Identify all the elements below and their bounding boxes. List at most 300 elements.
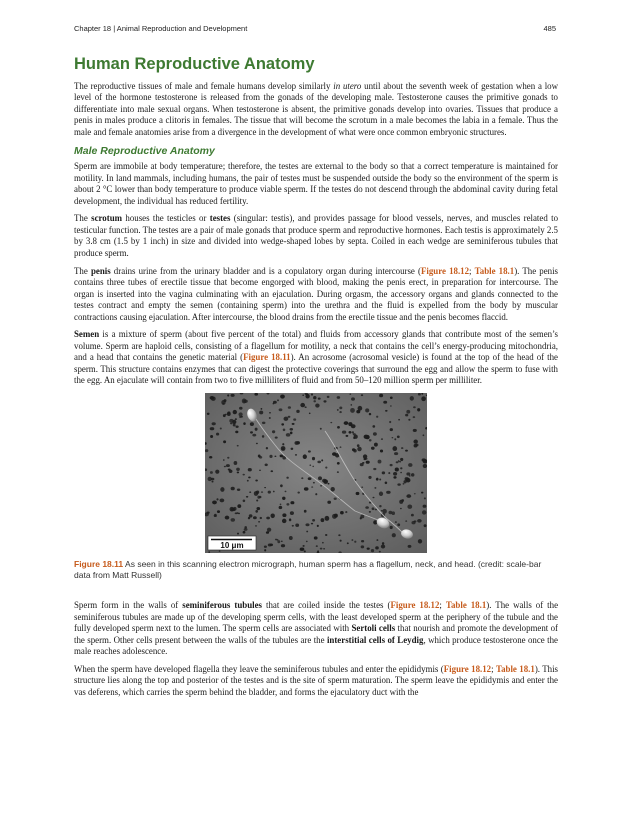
pore xyxy=(312,519,315,522)
pore xyxy=(273,401,277,404)
term-scrotum: scrotum xyxy=(91,213,123,224)
pore xyxy=(340,511,344,514)
pore xyxy=(397,483,400,485)
pore xyxy=(340,446,342,447)
pore xyxy=(308,477,312,480)
pore xyxy=(290,511,294,515)
pore xyxy=(312,466,314,468)
pore xyxy=(293,418,296,420)
epididymis-paragraph xyxy=(74,664,558,699)
pore xyxy=(296,441,300,444)
pore xyxy=(212,500,217,504)
table-18-1-link[interactable]: Table 18.1 xyxy=(495,663,535,674)
pore xyxy=(277,399,279,401)
pore xyxy=(371,549,374,552)
pore xyxy=(295,454,297,456)
pore xyxy=(422,510,427,514)
pore xyxy=(321,459,323,461)
table-18-1-link[interactable]: Table 18.1 xyxy=(445,599,487,610)
pore xyxy=(220,428,222,430)
pore xyxy=(271,470,274,472)
pore xyxy=(303,545,305,547)
pore xyxy=(397,435,400,438)
pore xyxy=(306,541,308,543)
pore xyxy=(262,422,266,424)
pore xyxy=(411,473,414,477)
pore xyxy=(291,448,294,450)
pore xyxy=(227,457,229,459)
pore xyxy=(255,510,258,513)
pore xyxy=(258,521,260,523)
pore xyxy=(223,459,225,461)
figure-18-12-link[interactable]: Figure 18.12 xyxy=(420,265,470,276)
pore xyxy=(361,540,364,542)
pore xyxy=(350,404,352,406)
pore xyxy=(392,446,397,451)
pore xyxy=(264,549,266,551)
pore xyxy=(236,468,240,471)
pore xyxy=(362,462,364,464)
pore xyxy=(237,489,240,491)
pore xyxy=(325,534,327,536)
pore xyxy=(372,425,375,428)
pore xyxy=(250,422,254,426)
pore xyxy=(339,406,342,409)
figure-18-11 xyxy=(74,393,558,582)
pore xyxy=(365,506,369,509)
pore xyxy=(255,428,258,431)
pore xyxy=(406,494,411,498)
pore xyxy=(297,492,299,494)
pore xyxy=(374,443,378,447)
pore xyxy=(385,481,388,484)
pore xyxy=(393,472,397,476)
pore xyxy=(300,403,305,407)
pore xyxy=(340,540,342,542)
pore xyxy=(286,433,291,437)
pore xyxy=(210,435,213,438)
term-semen: Semen xyxy=(74,329,100,340)
pore xyxy=(243,400,247,403)
pore xyxy=(366,461,370,464)
pore xyxy=(313,482,315,484)
pore xyxy=(417,519,422,523)
pore xyxy=(231,518,235,522)
pore xyxy=(320,485,322,487)
pore xyxy=(212,481,214,483)
pore xyxy=(288,416,291,418)
pore xyxy=(367,547,370,549)
pore xyxy=(381,544,385,548)
pore xyxy=(280,503,282,505)
pore xyxy=(220,487,224,492)
pore xyxy=(365,408,369,412)
pore xyxy=(255,479,258,481)
pore xyxy=(244,528,248,531)
pore xyxy=(225,516,230,520)
term-penis: penis xyxy=(90,265,111,276)
pore xyxy=(390,405,392,406)
pore xyxy=(246,496,248,498)
pore xyxy=(390,464,393,466)
pore xyxy=(368,476,371,479)
pore xyxy=(315,404,319,408)
intro-text-1: The reproductive tissues of male and female humans develop similarly xyxy=(74,80,334,91)
pore xyxy=(231,394,235,397)
pore xyxy=(421,492,423,494)
pore xyxy=(212,422,216,425)
pore xyxy=(248,476,251,478)
text: When the sperm have developed flagella they leave the seminiferous tubules and enter the epididymis ( xyxy=(74,663,444,674)
pore xyxy=(317,525,319,527)
pore xyxy=(312,457,315,460)
pore xyxy=(376,416,378,418)
term-leydig-cells: interstitial cells of Leydig xyxy=(326,634,424,645)
pore xyxy=(306,531,308,533)
pore xyxy=(394,438,396,440)
pore xyxy=(337,426,340,429)
pore xyxy=(405,450,408,452)
pore xyxy=(321,518,325,522)
pore xyxy=(413,406,416,408)
pore xyxy=(238,412,242,416)
pore xyxy=(281,544,285,547)
separator: ; xyxy=(491,663,496,674)
pore xyxy=(205,449,208,452)
pore xyxy=(276,539,278,541)
pore xyxy=(327,501,331,504)
page-header xyxy=(74,24,556,38)
pore xyxy=(327,396,330,398)
pore xyxy=(369,413,371,415)
pore xyxy=(400,508,402,510)
pore xyxy=(351,397,355,400)
pore xyxy=(269,455,272,458)
pore xyxy=(223,440,226,443)
pore xyxy=(351,539,353,541)
text: Sperm form in the walls of xyxy=(74,599,183,610)
pore xyxy=(372,497,374,499)
pore xyxy=(229,419,233,423)
pore xyxy=(390,526,393,529)
page-content xyxy=(74,55,558,704)
pore xyxy=(214,514,217,516)
pore xyxy=(382,509,387,514)
pore xyxy=(369,511,371,513)
scale-bar-label: 10 μm xyxy=(220,540,244,550)
pore xyxy=(394,452,398,455)
pore xyxy=(259,411,263,415)
text: that nourish and promote the development of the sperm. Other cells present between the walls of the tubules are the xyxy=(74,623,558,645)
pore xyxy=(400,472,402,474)
pore xyxy=(408,419,410,421)
pore xyxy=(400,458,403,461)
pore xyxy=(376,478,379,480)
figure-18-12-link[interactable]: Figure 18.12 xyxy=(390,599,440,610)
text: (singular: testis), and provides passage for blood vessels, nerves, and muscles related to testicular function. The testes are a pair of male gonads that produce sperm and reproductive hormones. Each testis is approximately 2.5 by 3.8 cm (1.5 by 1 inch) in size and divided into wedge-shaped lobes by septa. Coiled in each wedge are seminiferous tubules that produce sperm. xyxy=(74,213,559,258)
figure-caption xyxy=(74,559,558,582)
pore xyxy=(264,487,266,488)
pore xyxy=(219,550,221,551)
pore xyxy=(323,400,326,402)
pore xyxy=(268,491,271,494)
pore xyxy=(256,499,258,501)
pore xyxy=(357,444,360,447)
pore xyxy=(302,394,304,395)
pore xyxy=(318,476,322,480)
pore xyxy=(424,524,427,527)
pore xyxy=(385,410,388,412)
text: ). This structure lies along the top and posterior of the testes and is the site of sperm maturation. The sperm leave the epididymis and enter the vas deferens, which carries the sperm behind the bladder, and forms the ejaculatory duct with the xyxy=(74,663,559,697)
pore xyxy=(233,410,237,414)
pore xyxy=(389,511,393,515)
pore xyxy=(314,536,318,539)
semen-paragraph xyxy=(74,329,558,387)
pore xyxy=(300,547,305,550)
pore xyxy=(267,528,271,532)
pore xyxy=(395,521,397,522)
pore xyxy=(361,486,363,487)
pore xyxy=(268,543,272,546)
pore xyxy=(255,525,257,527)
pore xyxy=(374,487,376,489)
pore xyxy=(414,493,416,494)
pore xyxy=(311,393,313,395)
pore xyxy=(373,468,376,470)
pore xyxy=(358,406,363,411)
pore xyxy=(393,476,396,479)
pore xyxy=(269,412,271,414)
pore xyxy=(388,472,390,474)
pore xyxy=(325,467,327,469)
pore xyxy=(413,429,417,432)
pore xyxy=(252,434,256,437)
pore xyxy=(248,517,250,519)
pore xyxy=(311,523,313,525)
pore xyxy=(210,471,213,474)
pore xyxy=(386,491,391,494)
pore xyxy=(239,407,242,410)
pore xyxy=(349,394,351,395)
pore xyxy=(334,497,337,499)
pore xyxy=(316,545,318,547)
pore xyxy=(249,491,251,493)
text: that are coiled inside the testes ( xyxy=(262,599,391,610)
pore xyxy=(421,396,426,401)
text: ). The walls of the seminiferous tubules are made up of the developing sperm cells, with the least developed sperm at the periphery of the tubule and the fully developed sperm next to the lumen. The sperm cells are associated with xyxy=(74,599,559,634)
temperature-paragraph: Sperm are immobile at body temperature; therefore, the testes are external to the body so that a correct temperature is maintained for motility. In land mammals, including humans, the pair of testes must be suspended outside the body so the environment of the sperm is about 2 °C lower than body temperature to produce viable sperm. If the testes do not descend through the abdominal cavity during fetal development, the individual has reduced fertility. xyxy=(74,161,558,206)
pore xyxy=(290,428,294,431)
pore xyxy=(237,533,239,535)
pore xyxy=(363,458,366,460)
pore xyxy=(422,458,426,461)
pore xyxy=(280,454,283,457)
pore xyxy=(274,456,276,457)
pore xyxy=(277,540,280,543)
chapter-title: Chapter 18 | Animal Reproduction and Development xyxy=(74,24,248,33)
pore xyxy=(337,409,339,411)
pore xyxy=(337,471,339,473)
pore xyxy=(303,454,307,459)
pore xyxy=(360,517,362,519)
pore xyxy=(266,447,268,449)
pore xyxy=(224,466,226,468)
pore xyxy=(409,475,411,477)
pore xyxy=(395,468,399,472)
table-18-1-link[interactable]: Table 18.1 xyxy=(474,265,515,276)
pore xyxy=(256,491,259,494)
figure-18-12-link[interactable]: Figure 18.12 xyxy=(443,663,492,674)
pore xyxy=(233,424,236,427)
pore xyxy=(286,503,289,505)
pore xyxy=(399,500,403,504)
pore xyxy=(401,447,403,449)
pore xyxy=(379,478,381,480)
pore xyxy=(305,523,309,526)
pore xyxy=(406,410,410,414)
pore xyxy=(339,411,341,413)
pore xyxy=(289,519,291,522)
pore xyxy=(239,416,242,418)
pore xyxy=(243,474,245,476)
pore xyxy=(296,410,299,413)
pore xyxy=(250,431,253,433)
pore xyxy=(207,413,210,415)
pore xyxy=(369,439,372,441)
pore xyxy=(292,525,294,527)
pore xyxy=(235,418,237,420)
pore xyxy=(356,492,360,495)
pore xyxy=(390,396,393,399)
pore xyxy=(405,520,407,522)
pore xyxy=(280,484,283,487)
page-number: 485 xyxy=(543,24,556,33)
pore xyxy=(282,513,286,517)
pore xyxy=(257,496,260,499)
scrotum-paragraph xyxy=(74,213,558,259)
pore xyxy=(217,510,220,513)
pore xyxy=(381,510,383,512)
pore xyxy=(235,431,238,434)
text: is a mixture of sperm (about five percent of the total) and fluids from accessory glands that contribute most of the semen’s volume. Sperm are haploid cells, consisting of a flagellum for motility, a neck that contains the cell’s energy-producing mitochondria, and a head that contains the genetic material ( xyxy=(74,329,558,363)
pore xyxy=(320,428,322,430)
pore xyxy=(265,463,268,466)
pore xyxy=(256,443,258,444)
figure-label: Figure 18.11 xyxy=(74,558,124,569)
pore xyxy=(382,471,385,474)
pore xyxy=(379,505,381,507)
pore xyxy=(248,468,252,471)
pore xyxy=(354,541,356,543)
pore xyxy=(397,523,400,526)
pore xyxy=(234,461,238,465)
figure-18-11-link[interactable]: Figure 18.11 xyxy=(243,352,291,363)
pore xyxy=(361,545,365,548)
pore xyxy=(236,512,238,514)
term-sertoli-cells: Sertoli cells xyxy=(351,623,396,634)
pore xyxy=(342,430,346,433)
pore xyxy=(407,504,412,508)
pore xyxy=(230,422,233,424)
pore xyxy=(282,497,285,500)
pore xyxy=(373,432,377,435)
pore xyxy=(371,447,375,450)
pore xyxy=(396,461,399,463)
pore xyxy=(221,400,225,405)
text: houses the testicles or xyxy=(122,213,210,224)
separator: ; xyxy=(439,599,446,610)
pore xyxy=(281,541,283,542)
pore xyxy=(237,504,241,508)
pore xyxy=(279,408,283,411)
pore xyxy=(259,470,261,471)
seminiferous-paragraph xyxy=(74,600,558,658)
pore xyxy=(347,542,349,544)
text: The xyxy=(74,213,92,224)
pore xyxy=(258,454,261,457)
pore xyxy=(337,462,340,465)
pore xyxy=(417,408,420,411)
pore xyxy=(280,395,285,399)
pore xyxy=(389,421,391,423)
pore xyxy=(229,470,233,473)
pore xyxy=(283,428,286,431)
pore xyxy=(318,397,321,399)
pore xyxy=(322,542,324,544)
scale-bar xyxy=(208,536,256,550)
pore xyxy=(305,406,307,408)
pore xyxy=(315,493,317,495)
pore xyxy=(403,483,405,484)
pore xyxy=(418,539,422,543)
pore xyxy=(380,449,383,452)
pore xyxy=(295,523,299,526)
pore xyxy=(317,461,321,464)
pore xyxy=(372,507,375,510)
term-testes: testes xyxy=(209,213,231,224)
pore xyxy=(357,447,361,451)
pore xyxy=(225,414,227,416)
pore xyxy=(261,491,263,492)
pore xyxy=(331,487,335,492)
pore xyxy=(353,433,356,435)
pore xyxy=(346,435,349,437)
pore xyxy=(220,498,225,502)
pore xyxy=(304,510,307,513)
pore xyxy=(301,477,303,479)
term-seminiferous-tubules: seminiferous tubules xyxy=(182,599,262,610)
pore xyxy=(272,430,275,433)
pore xyxy=(405,414,408,417)
pore xyxy=(337,396,341,399)
pore xyxy=(309,412,311,414)
pore xyxy=(392,533,396,537)
pore xyxy=(256,507,260,510)
pore xyxy=(243,422,245,425)
pore xyxy=(311,486,313,487)
pore xyxy=(313,396,316,399)
pore xyxy=(423,434,425,436)
text: drains urine from the urinary bladder and is a copulatory organ during intercourse ( xyxy=(110,265,421,276)
pore xyxy=(286,477,288,479)
pore xyxy=(271,513,275,518)
pore xyxy=(309,465,311,466)
pore xyxy=(338,534,340,536)
pore xyxy=(231,487,235,491)
separator: ; xyxy=(469,265,475,276)
subsection-title: Male Reproductive Anatomy xyxy=(74,144,215,157)
pore xyxy=(379,394,383,398)
